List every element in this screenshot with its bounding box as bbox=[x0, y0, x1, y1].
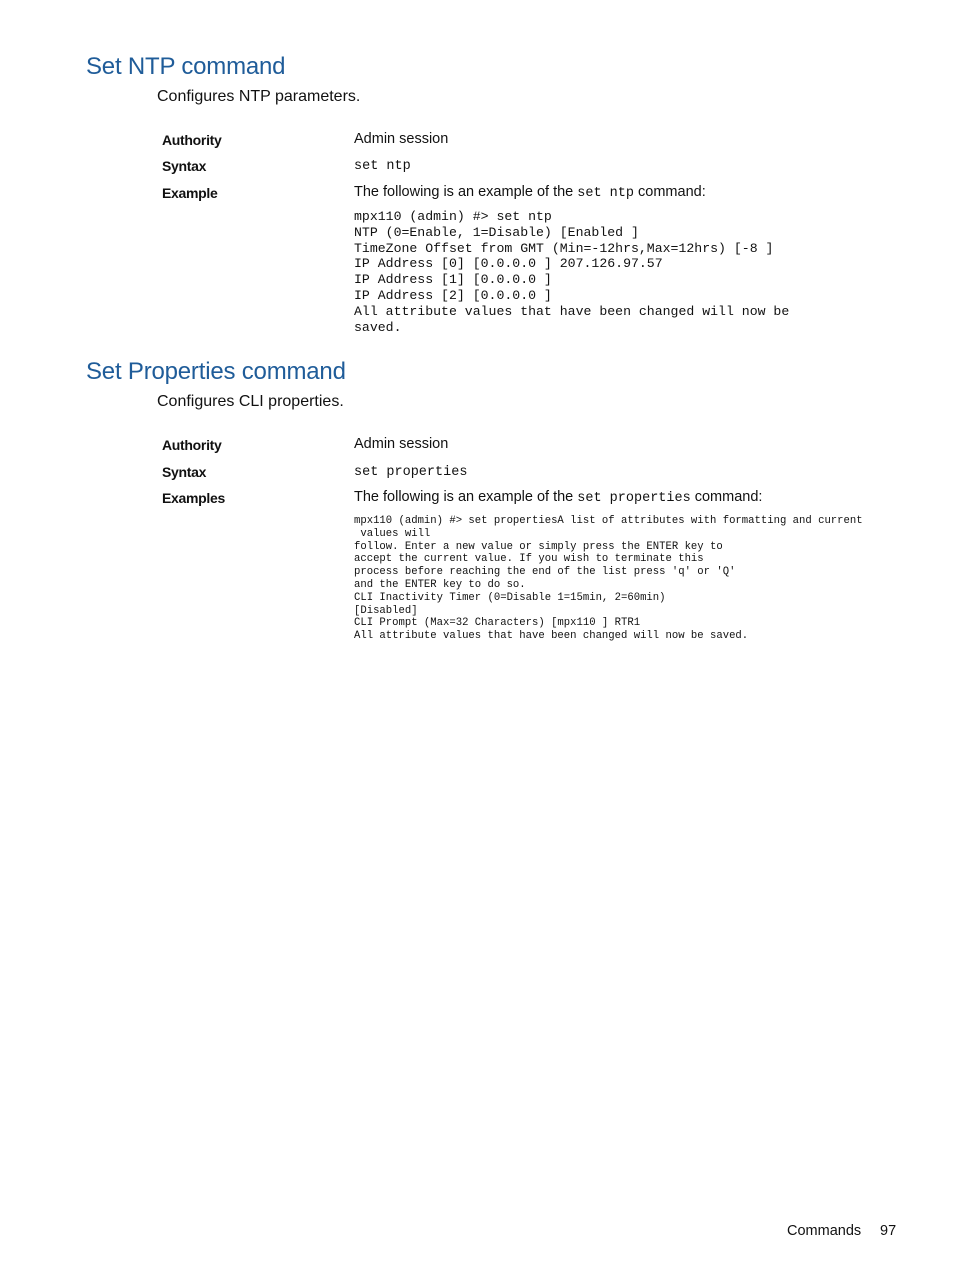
example-intro-suffix: command: bbox=[638, 184, 706, 200]
example-intro bbox=[354, 184, 706, 201]
example-intro bbox=[354, 489, 762, 506]
authority-label: Authority bbox=[162, 437, 222, 453]
example-intro-code: set ntp bbox=[577, 186, 634, 201]
example-intro-code: set properties bbox=[577, 491, 691, 506]
authority-label: Authority bbox=[162, 132, 222, 148]
authority-value: Admin session bbox=[354, 131, 449, 147]
code-example-block: mpx110 (admin) #> set propertiesA list of attributes with formatting and current values will follow. Enter a new value or simply press the ENTER key to accept the current value. If you wish to terminate this process before reaching the end of the list press 'q' or 'Q' and the ENTER key to do so. CLI Inactivity Timer (0=Disable 1=15min, 2=60min) [Disabled] CLI Prompt (Max=32 Characters) [mpx110 ] RTR1 All attribute values that have been changed will now be saved. bbox=[354, 515, 863, 643]
example-intro-prefix: The following is an example of the bbox=[354, 184, 574, 200]
footer-chapter-label: Commands bbox=[787, 1223, 862, 1239]
syntax-value: set properties bbox=[354, 465, 468, 480]
examples-label: Examples bbox=[162, 490, 225, 506]
section-description: Configures NTP parameters. bbox=[157, 88, 361, 105]
example-label: Example bbox=[162, 185, 218, 201]
syntax-value: set ntp bbox=[354, 159, 411, 174]
section-description: Configures CLI properties. bbox=[157, 393, 344, 410]
code-example-block: mpx110 (admin) #> set ntp NTP (0=Enable, 1=Disable) [Enabled ] TimeZone Offset from GMT (Min=-12hrs,Max=12hrs) [-8 ] IP Address [0] [0.0.0.0 ] 207.126.97.57 IP Address [1] [0.0.0.0 ] IP Address [2] [0.0.0.0 ] All attribute values that have been changed will now be saved. bbox=[354, 209, 790, 335]
example-intro-suffix: command: bbox=[694, 489, 763, 505]
section-title-set-properties: Set Properties command bbox=[86, 358, 346, 385]
syntax-label: Syntax bbox=[162, 158, 207, 174]
example-intro-prefix: The following is an example of the bbox=[354, 489, 574, 505]
page-number: 97 bbox=[880, 1223, 897, 1239]
section-title-set-ntp: Set NTP command bbox=[86, 53, 286, 80]
authority-value: Admin session bbox=[354, 436, 449, 452]
syntax-label: Syntax bbox=[162, 464, 207, 480]
